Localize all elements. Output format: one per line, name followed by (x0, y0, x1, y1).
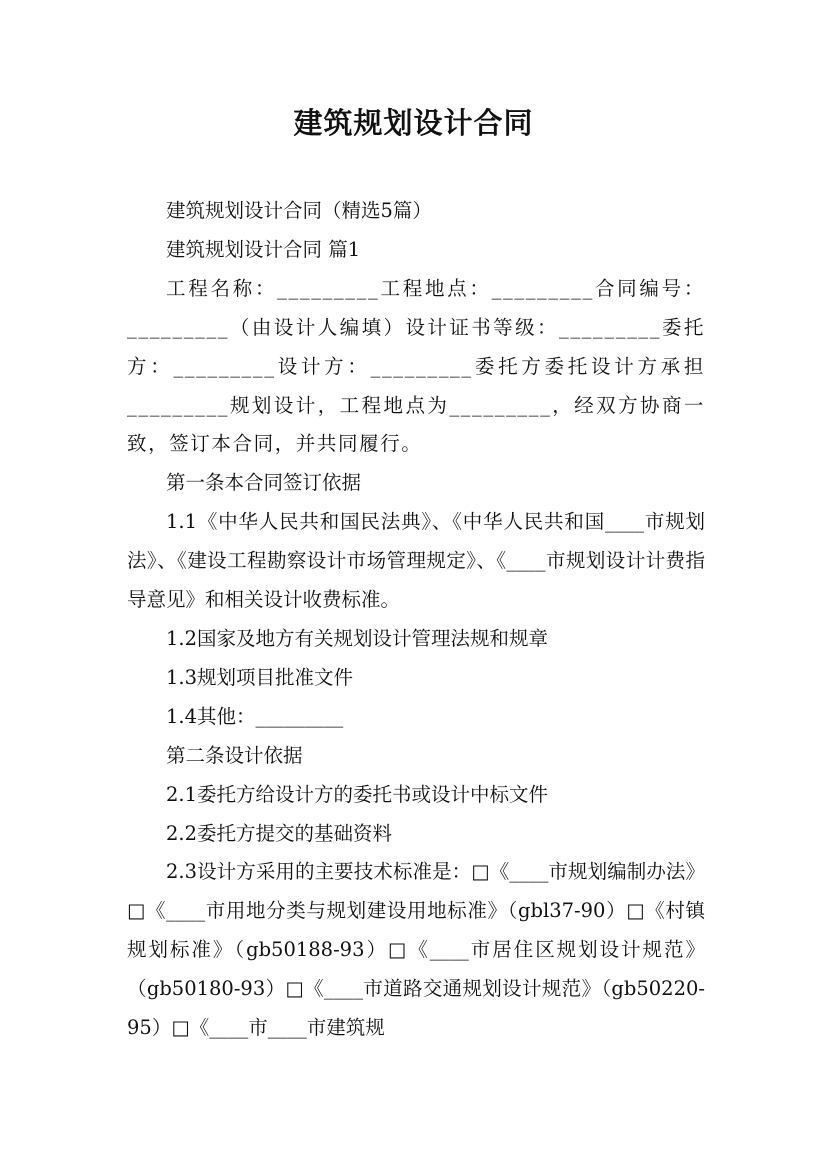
paragraph-2-1: 2.1委托方给设计方的委托书或设计中标文件 (166, 782, 549, 806)
paragraph-1-4: 1.4其他：_________ (166, 704, 344, 728)
paragraph-2-3: 2.3设计方采用的主要技术标准是：□《____市规划编制办法》□《____市用地分类与规划建设用地标准》（gbl37-90）□《村镇规划标准》（gb50188-93）□《____市居住区规划设计规范》（gb50180-93）□《____市道路交通规划设计规范》（gb50220-95）□《____市____市建筑规 (127, 860, 705, 1040)
document-body (127, 192, 705, 1048)
paragraph-2-2: 2.2委托方提交的基础资料 (166, 821, 393, 845)
paragraph-subtitle: 建筑规划设计合同（精选5篇） (166, 199, 432, 222)
paragraph-1-3: 1.3规划项目批准文件 (166, 665, 354, 689)
paragraph-article-1-heading: 第一条本合同签订依据 (166, 471, 362, 495)
paragraph-section-heading: 建筑规划设计合同 篇1 (166, 237, 361, 261)
paragraph-article-2-heading: 第二条设计依据 (166, 743, 303, 767)
paragraph-1-2: 1.2国家及地方有关规划设计管理法规和规章 (166, 626, 549, 650)
document-title: 建筑规划设计合同 (293, 106, 534, 140)
paragraph-project-info: 工程名称：_________工程地点：_________合同编号：_________（由设计人编填）设计证书等级：_________委托方：_________设计方：_________委托方委托设计方承担_________规划设计，工程地点为_________，经双方协商一致，签订本合同，并共同履行。 (127, 276, 705, 456)
paragraph-1-1: 1.1《中华人民共和国民法典》、《中华人民共和国____市规划法》、《建设工程勘察设计市场管理规定》、《____市规划设计计费指导意见》和相关设计收费标准。 (127, 510, 705, 612)
